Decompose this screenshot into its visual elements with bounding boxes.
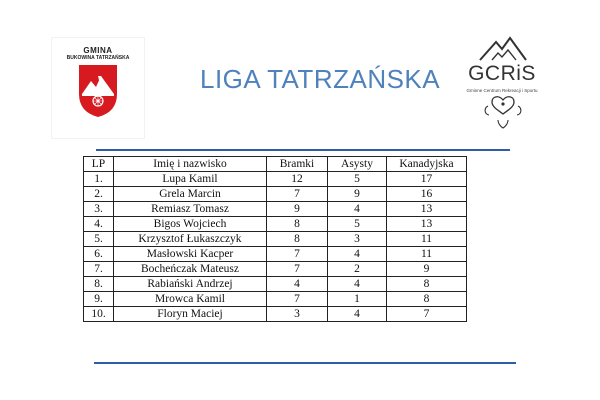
cell-name: Masłowski Kacper <box>114 247 267 262</box>
cell-goals: 12 <box>267 172 328 187</box>
cell-goals: 7 <box>267 262 328 277</box>
cell-goals: 3 <box>267 307 328 322</box>
cell-assists: 4 <box>328 247 387 262</box>
cell-name: Bocheńczak Mateusz <box>114 262 267 277</box>
top-rule <box>96 149 510 151</box>
gmina-logo <box>52 38 144 138</box>
mountain-logo-icon <box>478 36 528 62</box>
cell-canadian: 9 <box>387 262 467 277</box>
cell-lp: 3. <box>84 202 114 217</box>
cell-name: Remiasz Tomasz <box>114 202 267 217</box>
cell-assists: 4 <box>328 202 387 217</box>
gcris-name: GCRiS <box>468 62 536 85</box>
cell-canadian: 17 <box>387 172 467 187</box>
page-title: LIGA TATRZAŃSKA <box>200 64 441 94</box>
cell-goals: 4 <box>267 277 328 292</box>
table-row <box>84 187 467 202</box>
scores-table <box>83 156 467 322</box>
cell-name: Mrowca Kamil <box>114 292 267 307</box>
cell-goals: 8 <box>267 217 328 232</box>
cell-assists: 5 <box>328 217 387 232</box>
cell-name: Floryn Maciej <box>114 307 267 322</box>
cell-assists: 4 <box>328 277 387 292</box>
cell-canadian: 13 <box>387 202 467 217</box>
cell-lp: 8. <box>84 277 114 292</box>
cell-name: Lupa Kamil <box>114 172 267 187</box>
cell-lp: 9. <box>84 292 114 307</box>
table-row <box>84 232 467 247</box>
column-header-assists: Asysty <box>328 157 387 172</box>
column-header-lp: LP <box>84 157 114 172</box>
cell-goals: 7 <box>267 292 328 307</box>
cell-goals: 9 <box>267 202 328 217</box>
gcris-logo <box>452 36 552 132</box>
cell-canadian: 13 <box>387 217 467 232</box>
cell-lp: 5. <box>84 232 114 247</box>
cell-lp: 2. <box>84 187 114 202</box>
column-header-goals: Bramki <box>267 157 328 172</box>
cell-assists: 9 <box>328 187 387 202</box>
gmina-name-label: BUKOWINA TATRZAŃSKA <box>66 55 130 61</box>
cell-lp: 10. <box>84 307 114 322</box>
gcris-subtitle: Gminne Centrum Rekreacji i Sportu <box>466 88 538 93</box>
table-header-row <box>84 157 467 172</box>
cell-assists: 5 <box>328 172 387 187</box>
coat-of-arms-icon <box>78 64 118 118</box>
cell-lp: 7. <box>84 262 114 277</box>
table-row <box>84 307 467 322</box>
cell-name: Grela Marcin <box>114 187 267 202</box>
cell-assists: 2 <box>328 262 387 277</box>
gmina-label: GMINA <box>83 46 113 55</box>
cell-canadian: 11 <box>387 232 467 247</box>
cell-goals: 7 <box>267 187 328 202</box>
cell-canadian: 8 <box>387 292 467 307</box>
cell-canadian: 16 <box>387 187 467 202</box>
cell-goals: 7 <box>267 247 328 262</box>
cell-goals: 8 <box>267 232 328 247</box>
table-row <box>84 262 467 277</box>
column-header-name: Imię i nazwisko <box>114 157 267 172</box>
cell-lp: 1. <box>84 172 114 187</box>
cell-canadian: 8 <box>387 277 467 292</box>
heart-ornament-icon <box>478 94 528 130</box>
table-row <box>84 217 467 232</box>
bottom-rule <box>94 362 516 364</box>
cell-lp: 6. <box>84 247 114 262</box>
cell-assists: 4 <box>328 307 387 322</box>
cell-name: Rabiański Andrzej <box>114 277 267 292</box>
table-row <box>84 172 467 187</box>
cell-assists: 1 <box>328 292 387 307</box>
table-row <box>84 247 467 262</box>
table-row <box>84 292 467 307</box>
cell-name: Krzysztof Łukaszczyk <box>114 232 267 247</box>
cell-canadian: 11 <box>387 247 467 262</box>
cell-canadian: 7 <box>387 307 467 322</box>
table-row <box>84 277 467 292</box>
cell-name: Bigos Wojciech <box>114 217 267 232</box>
column-header-canadian: Kanadyjska <box>387 157 467 172</box>
table-row <box>84 202 467 217</box>
cell-assists: 3 <box>328 232 387 247</box>
cell-lp: 4. <box>84 217 114 232</box>
